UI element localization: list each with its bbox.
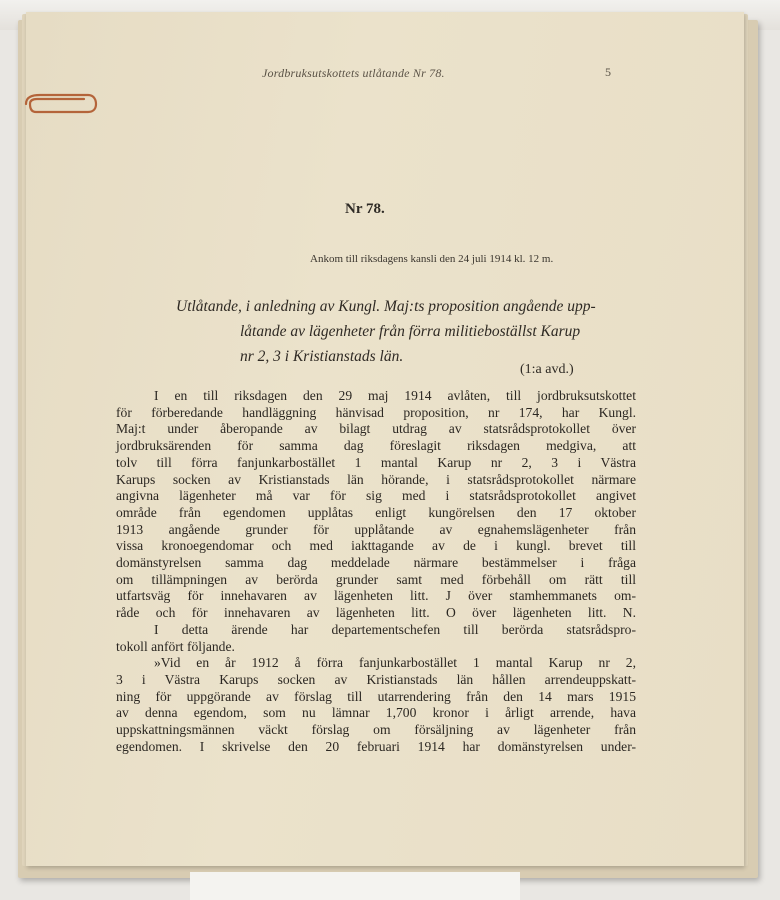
page-number: 5 bbox=[605, 65, 611, 79]
body-line: område från egendomen upplåtas enligt kungörelsen den 17 oktober bbox=[116, 504, 636, 520]
body-line: uppskattningsmännen väckt förslag om försäljning av lägenheter från bbox=[116, 722, 636, 738]
body-line: 3 i Västra Karups socken av Kristianstads län hållen arrendeuppskatt- bbox=[116, 671, 636, 687]
body-line: utfartsväg för innehavaren av lägenheten litt. J över stamhemmanets om- bbox=[116, 588, 636, 604]
heading-line: låtande av lägenheter från förra militieboställst Karup bbox=[240, 323, 581, 340]
running-head: Jordbruksutskottets utlåtande Nr 78. bbox=[262, 66, 445, 80]
body-line: 1913 angående grunder för upplåtande av egnahemslägenheter från bbox=[116, 521, 636, 537]
stand-base bbox=[190, 872, 520, 900]
heading-line: Utlåtande, i anledning av Kungl. Maj:ts proposition angående upp- bbox=[176, 298, 596, 315]
body-line: jordbruksärenden för samma dag föreslagit riksdagen medgiva, att bbox=[116, 438, 636, 454]
document-heading bbox=[176, 294, 636, 369]
body-line: »Vid en år 1912 å förra fanjunkarbostället 1 mantal Karup nr 2, bbox=[154, 655, 636, 671]
body-line: I detta ärende har departementschefen till berörda statsrådspro- bbox=[154, 621, 636, 637]
body-line: egendomen. I skrivelse den 20 februari 1914 har domänstyrelsen under- bbox=[116, 738, 636, 754]
received-note: Ankom till riksdagens kansli den 24 juli 1914 kl. 12 m. bbox=[310, 253, 554, 265]
heading-line: nr 2, 3 i Kristianstads län. bbox=[240, 348, 404, 365]
body-line: vissa kronoegendomar och med iakttagande av de i kungl. brevet till bbox=[116, 538, 636, 554]
body-line: om tillämpningen av berörda grunder samt med förbehåll om rätt till bbox=[116, 571, 636, 587]
body-line: tolv till förra fanjunkarbostället 1 mantal Karup nr 2, 3 i Västra bbox=[116, 454, 636, 470]
body-line: för förberedande handläggning hänvisad proposition, nr 174, har Kungl. bbox=[116, 404, 636, 420]
body-text bbox=[116, 388, 636, 755]
body-line: ning för uppgörande av förslag till utarrendering från den 14 mars 1915 bbox=[116, 688, 636, 704]
body-line: tokoll anfört följande. bbox=[116, 638, 235, 654]
document-number: Nr 78. bbox=[345, 201, 385, 217]
body-line: Maj:t under åberopande av bilagt utdrag av statsrådsprotokollet över bbox=[116, 421, 636, 437]
body-line: av denna egendom, som nu lämnar 1,700 kronor i årligt arrende, hava bbox=[116, 705, 636, 721]
division-label: (1:a avd.) bbox=[520, 362, 574, 377]
body-line: angivna lägenheter må var för sig med i statsrådsprotokollet angivet bbox=[116, 488, 636, 504]
body-line: I en till riksdagen den 29 maj 1914 avlåten, till jordbruksutskottet bbox=[154, 388, 636, 403]
body-line: råde och för innehavaren av lägenheten litt. O över lägenheten litt. N. bbox=[116, 605, 636, 621]
body-line: domänstyrelsen samma dag meddelade närmare bestämmelser i fråga bbox=[116, 555, 636, 571]
body-line: Karups socken av Kristianstads län hörande, i statsrådsprotokollet närmare bbox=[116, 471, 636, 487]
paperclip-icon bbox=[22, 92, 98, 116]
